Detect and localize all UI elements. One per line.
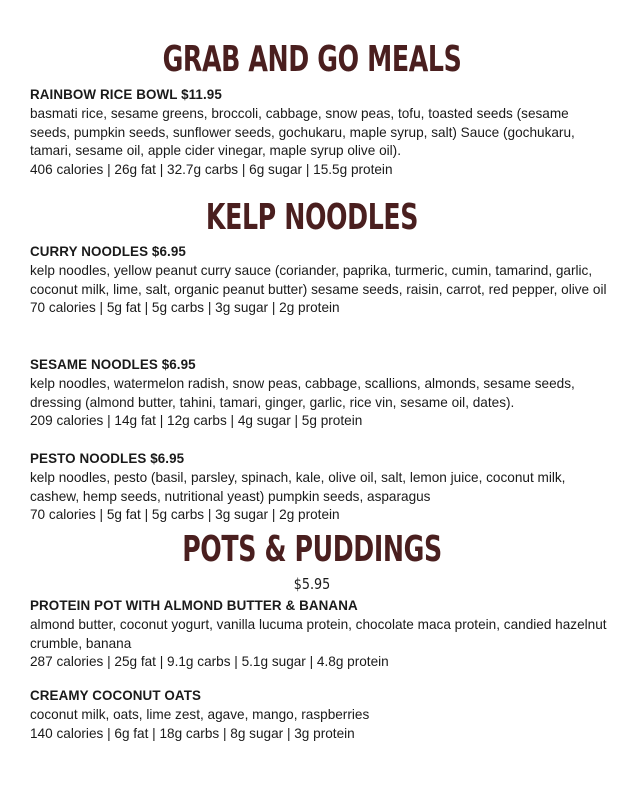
item-description: almond butter, coconut yogurt, vanilla lucuma protein, chocolate maca protein, candied hazelnut crumble, banana xyxy=(30,616,607,651)
item-name: CREAMY COCONUT OATS xyxy=(30,688,202,703)
menu-item-creamy-coconut-oats xyxy=(30,687,610,743)
menu-item-curry-noodles xyxy=(30,243,610,318)
item-name: RAINBOW RICE BOWL $11.95 xyxy=(30,87,222,102)
item-nutrition: 140 calories | 6g fat | 18g carbs | 8g sugar | 3g protein xyxy=(30,725,355,741)
section-title-kelp-noodles: KELP NOODLES xyxy=(205,197,419,238)
item-nutrition: 406 calories | 26g fat | 32.7g carbs | 6g sugar | 15.5g protein xyxy=(30,162,393,178)
item-nutrition: 70 calories | 5g fat | 5g carbs | 3g sugar | 2g protein xyxy=(30,507,340,523)
menu-item-protein-pot xyxy=(30,597,610,672)
section-price: $5.95 xyxy=(293,575,331,593)
item-description: kelp noodles, pesto (basil, parsley, spinach, kale, olive oil, salt, lemon juice, coconut milk, cashew, hemp seeds, nutritional yeast) pumpkin seeds, asparagus xyxy=(30,469,566,504)
section-title-grab-and-go: GRAB AND GO MEALS xyxy=(162,39,462,80)
item-nutrition: 209 calories | 14g fat | 12g carbs | 4g sugar | 5g protein xyxy=(30,413,363,429)
item-name: PESTO NOODLES $6.95 xyxy=(30,451,185,466)
item-name: CURRY NOODLES $6.95 xyxy=(30,244,186,259)
item-description: kelp noodles, yellow peanut curry sauce (coriander, paprika, turmeric, cumin, tamarind, garlic, coconut milk, lime, salt, organic peanut butter) sesame seeds, raisin, carrot, red pepper, olive oil xyxy=(30,262,607,297)
item-description: coconut milk, oats, lime zest, agave, mango, raspberries xyxy=(30,706,370,722)
item-name: PROTEIN POT WITH ALMOND BUTTER & BANANA xyxy=(30,598,358,613)
menu-item-pesto-noodles xyxy=(30,450,610,525)
section-title-pots-puddings: POTS & PUDDINGS xyxy=(182,529,442,570)
item-name: SESAME NOODLES $6.95 xyxy=(30,357,196,372)
item-description: kelp noodles, watermelon radish, snow peas, cabbage, scallions, almonds, sesame seeds, dressing (almond butter, tahini, tamari, ginger, garlic, rice vin, sesame oil, dates). xyxy=(30,375,575,410)
menu-item-rainbow-rice-bowl xyxy=(30,86,610,180)
item-description: basmati rice, sesame greens, broccoli, cabbage, snow peas, tofu, toasted seeds (sesame seeds, pumpkin seeds, sunflower seeds, gochukaru, maple syrup, salt) Sauce (gochukaru, tamari, sesame oil, apple cider vinegar, maple syrup olive oil). xyxy=(30,105,575,159)
item-nutrition: 287 calories | 25g fat | 9.1g carbs | 5.1g sugar | 4.8g protein xyxy=(30,654,389,670)
item-nutrition: 70 calories | 5g fat | 5g carbs | 3g sugar | 2g protein xyxy=(30,300,340,316)
menu-item-sesame-noodles xyxy=(30,356,610,431)
